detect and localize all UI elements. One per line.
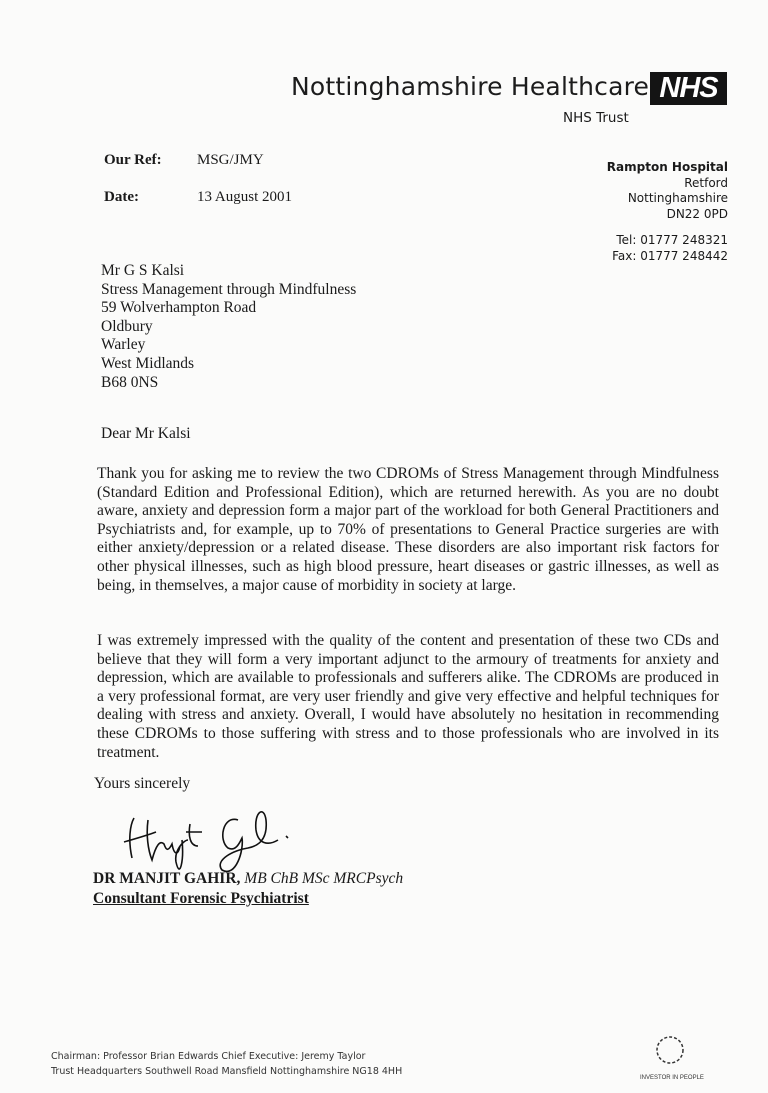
footer — [51, 1049, 402, 1079]
sender-address-line: Rampton Hospital — [606, 160, 728, 174]
fax: Fax: 01777 248442 — [612, 248, 728, 263]
sender-address-line: Retford — [684, 175, 728, 190]
laurel-wreath-icon — [650, 1030, 690, 1070]
date-label: Date: — [104, 189, 139, 205]
recipient-line: West Midlands — [101, 354, 195, 372]
date-value: 13 August 2001 — [197, 189, 293, 205]
sender-contact — [612, 233, 728, 264]
footer-headquarters: Trust Headquarters Southwell Road Mansfield Nottinghamshire NG18 4HH — [51, 1066, 403, 1077]
recipient-line: Oldbury — [101, 317, 153, 335]
signer — [93, 870, 403, 888]
footer-officers: Chairman: Professor Brian Edwards Chief Executive: Jeremy Taylor — [51, 1051, 366, 1062]
organisation-name: Nottinghamshire Healthcare — [291, 72, 650, 101]
salutation: Dear Mr Kalsi — [101, 425, 191, 442]
recipient-address — [101, 262, 356, 392]
recipient-line: Warley — [101, 336, 146, 354]
our-ref-label: Our Ref: — [104, 152, 162, 168]
recipient-line: 59 Wolverhampton Road — [101, 299, 257, 317]
recipient-line: Stress Management through Mindfulness — [101, 280, 357, 298]
trust-subtitle: NHS Trust — [563, 110, 629, 126]
signature-image — [118, 800, 308, 880]
recipient-line: Mr G S Kalsi — [101, 262, 185, 279]
badge-text: INVESTOR IN PEOPLE — [640, 1075, 704, 1081]
body-paragraph-1: Thank you for asking me to review the two CDROMs of Stress Management through Mindfulness (Standard Edition and Professional Edition), which are returned herewith. As you are no doubt aware, anxiety and depression form a major part of the workload for both General Practitioners and Psychiatrists and, for example, up to 70% of presentations to General Practice surgeries are with either anxiety/depression or a related disease. These disorders are also important risk factors for other physical illnesses, such as high blood pressure, heart diseases or gastric illnesses, as well as being, in themselves, a major cause of morbidity in society at large. — [97, 465, 719, 594]
nhs-logo: NHS — [650, 72, 727, 105]
signer-title: Consultant Forensic Psychiatrist — [93, 890, 309, 907]
signer-name: DR MANJIT GAHIR, — [93, 870, 241, 887]
investor-in-people-badge — [640, 1030, 704, 1081]
sender-address-line: Nottinghamshire — [627, 191, 728, 205]
signer-qualifications: MB ChB MSc MRCPsych — [240, 870, 404, 887]
our-ref-value: MSG/JMY — [197, 152, 264, 168]
closing: Yours sincerely — [94, 775, 191, 792]
sender-address — [607, 160, 728, 222]
sender-address-line: DN22 0PD — [666, 206, 728, 221]
telephone: Tel: 01777 248321 — [616, 233, 728, 247]
recipient-line: B68 0NS — [101, 373, 159, 391]
body-paragraph-2: I was extremely impressed with the quality of the content and presentation of these two CDs and believe that they will form a very important adjunct to the armoury of treatments for anxiety and depression, which are available to professionals and sufferers alike. The CDROMs are produced in a very professional format, are very user friendly and give very effective and helpful techniques for dealing with stress and anxiety. Overall, I would have absolutely no hesitation in recommending these CDROMs to those suffering with stress and to those professionals who are involved in its treatment. — [97, 632, 719, 761]
